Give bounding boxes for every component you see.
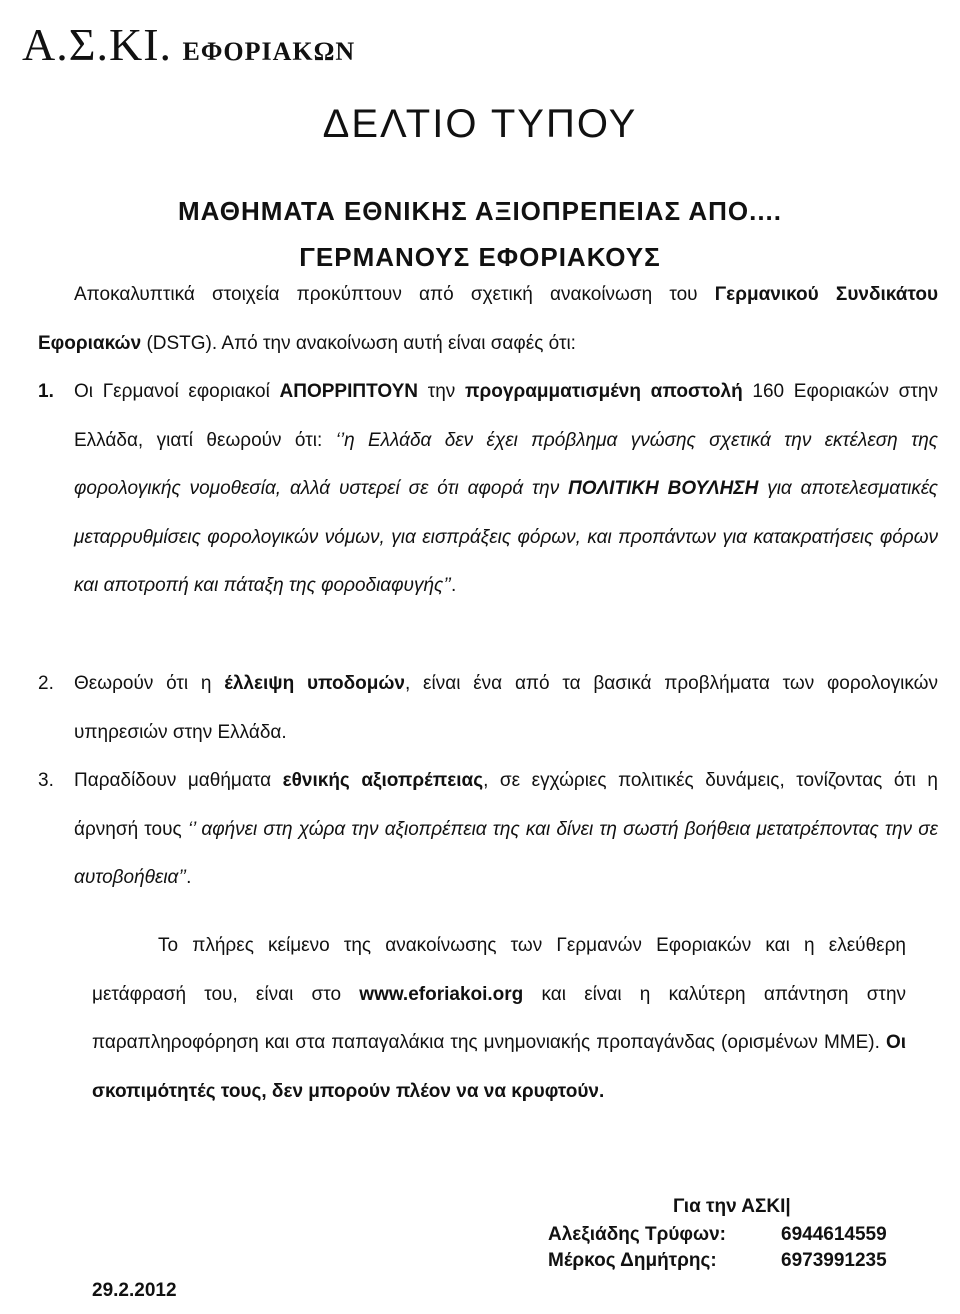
list-item-1: [38, 368, 938, 611]
list-text: , σε εγχώριες πολιτικές δυνάμεις, τονίζοντας ότι η άρνησή τους: [74, 770, 938, 840]
list-number: 2.: [38, 673, 54, 694]
list-text: , είναι ένα από τα βασικά προβλήματα των φορολογικών υπηρεσιών στην Ελλάδα.: [74, 673, 938, 743]
list-quote-text: ‘’ αφήνει στη χώρα την αξιοπρέπεια της και δίνει τη σωστή βοήθεια μετατρέποντας την σε αυτοβοήθεια’’: [74, 818, 938, 888]
closing-text-1: Το πλήρες κείμενο της ανακοίνωσης των Γερμανών Εφοριακών και η ελεύθερη μετάφρασή του, είναι στο: [92, 935, 906, 1005]
list-text: Οι Γερμανοί εφοριακοί: [74, 381, 280, 402]
list-text: Θεωρούν ότι η: [74, 673, 225, 694]
list-text: .: [186, 867, 192, 888]
document-date: 29.2.2012: [92, 1280, 177, 1301]
signature-phone: 6944614559: [781, 1224, 887, 1245]
list-emphasis-text: ΠΟΛΙΤΙΚΗ ΒΟΥΛΗΣΗ: [568, 478, 759, 499]
list-item-body: [74, 660, 938, 757]
document-type-title: ΔΕΛΤΙΟ ΤΥΠΟΥ: [322, 102, 638, 146]
intro-paragraph: [38, 271, 938, 368]
list-number: 3.: [38, 770, 54, 791]
list-text: 160 Εφοριακών στην Ελλάδα, γιατί θεωρούν ότι:: [74, 381, 938, 451]
closing-paragraph: [92, 922, 906, 1117]
signature-phone: 6973991235: [781, 1250, 887, 1271]
list-text: .: [451, 575, 457, 596]
list-quote-text: για αποτελεσματικές μεταρρυθμίσεις φορολογικών νόμων, για εισπράξεις φόρων, και προπάντων για κατακρατήσεις φόρων και αποτροπή και πάταξη της φοροδιαφυγής’’: [74, 478, 938, 596]
list-number: 1.: [38, 381, 54, 402]
list-text: Παραδίδουν μαθήματα: [74, 770, 283, 791]
list-bold-text: προγραμματισμένη αποστολή: [464, 381, 743, 402]
closing-text-2: και είναι η καλύτερη απάντηση στην παραπληροφόρηση και στα παπαγαλάκια της μνημονιακής προπαγάνδας (ορισμένων ΜΜΕ).: [92, 983, 907, 1054]
list-item-body: [74, 368, 938, 611]
organization-header: [22, 18, 355, 71]
headline-line-2: ΓΕΡΜΑΝΟΥΣ ΕΦΟΡΙΑΚΟΥΣ: [299, 242, 661, 272]
signature-name: Αλεξιάδης Τρύφων:: [548, 1224, 726, 1245]
list-item-3: [38, 757, 938, 903]
list-bold-text: εθνικής αξιοπρέπειας: [282, 770, 484, 791]
website-link[interactable]: www.eforiakoi.org: [359, 983, 524, 1005]
intro-text-2: (DSTG). Από την ανακοίνωση αυτή είναι σαφές ότι:: [141, 332, 576, 354]
signature-person-1: [548, 1224, 887, 1246]
organization-subtitle: ΕΦΟΡΙΑΚΩΝ: [182, 37, 356, 66]
list-item-2: [38, 660, 938, 757]
list-item-body: [74, 757, 938, 903]
list-text: την: [418, 381, 465, 402]
intro-union-name: Γερμανικού Συνδικάτου Εφοριακών: [38, 284, 938, 354]
signature-name: Μέρκος Δημήτρης:: [548, 1250, 717, 1271]
closing-bold-text: Οι σκοπιμότητές τους, δεν μπορούν πλέον να να κρυφτούν.: [92, 1032, 906, 1103]
organization-acronym: Α.Σ.ΚΙ.: [22, 19, 173, 70]
intro-text-1: Αποκαλυπτικά στοιχεία προκύπτουν από σχετική ανακοίνωση του: [74, 284, 715, 305]
list-quote-text: ‘’η Ελλάδα δεν έχει πρόβλημα γνώσης σχετικά την εκτέλεση της φορολογικής νομοθεσία, αλλά υστερεί σε ότι αφορά την: [74, 429, 938, 499]
list-bold-text: έλλειψη υποδομών: [224, 673, 405, 694]
signature-for-label: Για την ΑΣΚΙ|: [673, 1196, 791, 1217]
headline-line-1: ΜΑΘΗΜΑΤΑ ΕΘΝΙΚΗΣ ΑΞΙΟΠΡΕΠΕΙΑΣ ΑΠΟ....: [177, 196, 782, 226]
signature-person-2: [548, 1250, 887, 1272]
list-bold-text: ΑΠΟΡΡΙΠΤΟΥΝ: [279, 381, 418, 402]
